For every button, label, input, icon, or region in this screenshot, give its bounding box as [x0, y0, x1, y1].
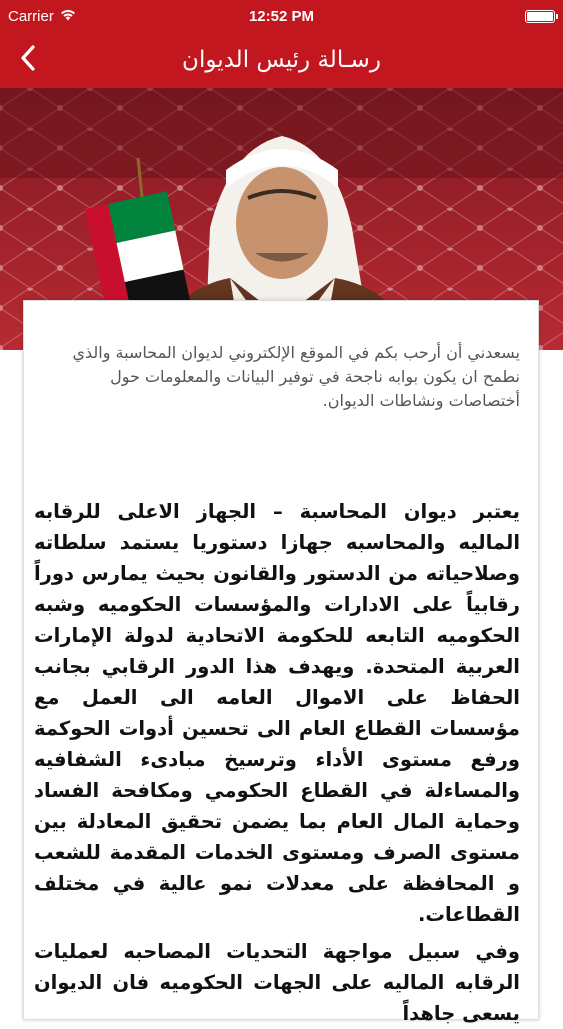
page-title: رسـالة رئيس الديوان	[182, 47, 381, 73]
back-button[interactable]	[8, 40, 48, 80]
intro-paragraph: يسعدني أن أرحب بكم في الموقع الإلكتروني لديوان المحاسبة والذي نطمح ان يكون بوابه ناجحة في توفير البيانات والمعلومات حول أختصاصات ونشاطات الديوان.	[72, 343, 520, 410]
status-time: 12:52 PM	[248, 7, 315, 25]
body-paragraph-1: يعتبر ديوان المحاسبة – الجهاز الاعلى للرقابه الماليه والمحاسبه جهازا دستوريا يستمد سلطاته وصلاحياته من الدستور والقانون بحيث يمارس دوراً رقابياً على الادارات والمؤسسات الحكوميه وشبه الحكوميه التابعه للحكومة الاتحادية لدولة الإمارات العربية المتحدة. ويهدف هذا الدور الرقابي بجانب الحفاظ على الاموال العامه الى العمل مع مؤسسات القطاع العام الى تحسين أدوات الحوكمة ورفع مستوى الأداء وترسيخ مبادىء الشفافيه والمساءلة في القطاع الحكومي ومكافحة الفساد وحماية المال العام بما يضمن تحقيق المعادلة بين مستوى الصرف ومستوى الخدمات المقدمة للشعب و المحافظة على معدلات نمو عالية في مختلف القطاعات.	[34, 500, 520, 926]
status-bar	[0, 0, 563, 32]
chevron-left-icon	[20, 45, 36, 75]
carrier-label: Carrier	[8, 7, 54, 25]
message-card	[23, 300, 539, 1025]
battery-icon	[525, 10, 555, 23]
carrier-group	[0, 8, 76, 25]
navigation-bar	[0, 32, 563, 88]
body-paragraph-2: وفي سبيل مواجهة التحديات المصاحبه لعمليات الرقابه الماليه على الجهات الحكوميه فان الديوان يسعى جاهداً	[34, 940, 520, 1025]
wifi-icon	[60, 8, 76, 25]
